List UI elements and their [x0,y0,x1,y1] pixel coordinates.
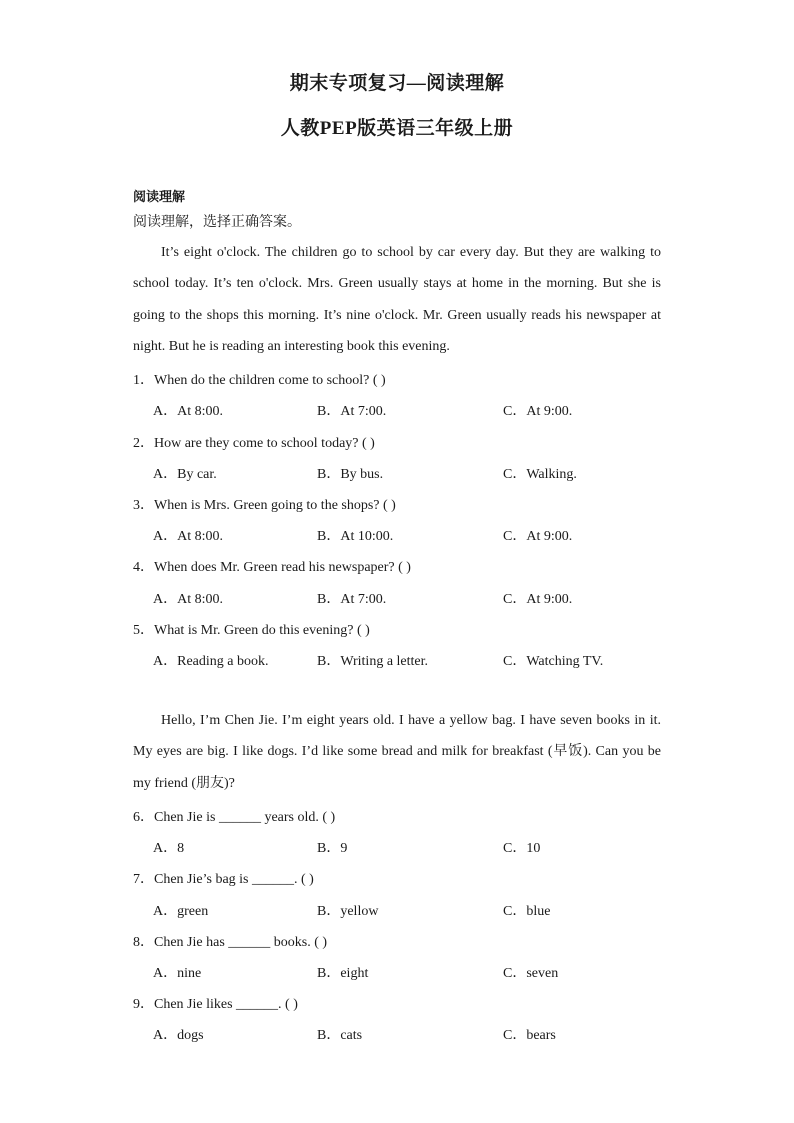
question-4 [133,556,411,576]
section-heading: 阅读理解 [133,189,186,204]
document-subtitle: 人教PEP版英语三年级上册 [280,118,514,139]
section-instruction: 阅读理解，选择正确答案。 [133,215,301,230]
option-c[interactable]: C．10 [503,841,541,856]
passage-line: going to the shops this morning. It’s nine o'clock. Mr. Green usually reads his newspaper at [133,307,661,323]
question-1 [133,369,386,389]
question-7 [133,868,314,888]
option-b[interactable]: B．At 7:00. [317,404,387,419]
question-number: 4． [133,560,154,575]
question-2 [133,432,375,452]
option-c[interactable]: C．bears [503,1028,556,1043]
option-b[interactable]: B．eight [317,966,369,981]
option-a[interactable]: A．8 [153,841,185,856]
question-text: Chen Jie has ______ books. ( ) [154,935,328,950]
question-text: When is Mrs. Green going to the shops? ( ) [154,498,396,513]
option-c[interactable]: C．At 9:00. [503,529,573,544]
option-b[interactable]: B．At 7:00. [317,592,387,607]
passage-line: Hello, I’m Chen Jie. I’m eight years old. I have a yellow bag. I have seven books in it. [161,713,661,728]
question-text: Chen Jie is ______ years old. ( ) [154,810,336,825]
question-number: 9． [133,997,154,1012]
passage-line: My eyes are big. I like dogs. I’d like some bread and milk for breakfast (早饭). Can you be [133,744,661,760]
option-a[interactable]: A．At 8:00. [153,404,223,419]
question-text: How are they come to school today? ( ) [154,436,375,451]
option-c[interactable]: C．At 9:00. [503,404,573,419]
question-9 [133,993,298,1013]
option-b[interactable]: B．cats [317,1028,363,1043]
option-c[interactable]: C．Walking. [503,467,577,482]
question-text: When does Mr. Green read his newspaper? ( ) [154,560,411,575]
passage-line: my friend (朋友)? [133,775,235,791]
question-5 [133,619,370,639]
question-8 [133,931,327,951]
question-text: Chen Jie likes ______. ( ) [154,997,298,1012]
option-c[interactable]: C．seven [503,966,559,981]
option-a[interactable]: A．At 8:00. [153,529,223,544]
option-a[interactable]: A．green [153,904,209,919]
question-text: What is Mr. Green do this evening? ( ) [154,623,370,638]
option-a[interactable]: A．By car. [153,467,217,482]
question-number: 6． [133,810,154,825]
option-a[interactable]: A．dogs [153,1028,204,1043]
reading-passage-2 [133,705,661,799]
option-b[interactable]: B．9 [317,841,348,856]
question-number: 8． [133,935,154,950]
question-number: 1． [133,373,154,388]
question-number: 7． [133,872,154,887]
option-c[interactable]: C．At 9:00. [503,592,573,607]
question-text: When do the children come to school? ( ) [154,373,386,388]
question-number: 2． [133,436,154,451]
question-6 [133,806,335,826]
option-b[interactable]: B．yellow [317,904,379,919]
option-a[interactable]: A．Reading a book. [153,654,269,669]
question-number: 3． [133,498,154,513]
option-b[interactable]: B．Writing a letter. [317,654,429,669]
option-a[interactable]: A．nine [153,966,202,981]
question-text: Chen Jie’s bag is ______. ( ) [154,872,314,887]
option-c[interactable]: C．blue [503,904,551,919]
reading-passage-1 [133,237,661,362]
option-b[interactable]: B．At 10:00. [317,529,394,544]
document-title: 期末专项复习—阅读理解 [289,73,505,94]
option-a[interactable]: A．At 8:00. [153,592,223,607]
passage-line: night. But he is reading an interesting book this evening. [133,338,450,354]
option-c[interactable]: C．Watching TV. [503,654,604,669]
question-number: 5． [133,623,154,638]
option-b[interactable]: B．By bus. [317,467,384,482]
passage-line: school today. It’s ten o'clock. Mrs. Green usually stays at home in the morning. But she is [133,276,661,292]
passage-line: It’s eight o'clock. The children go to school by car every day. But they are walking to [161,245,661,260]
question-3 [133,494,396,514]
